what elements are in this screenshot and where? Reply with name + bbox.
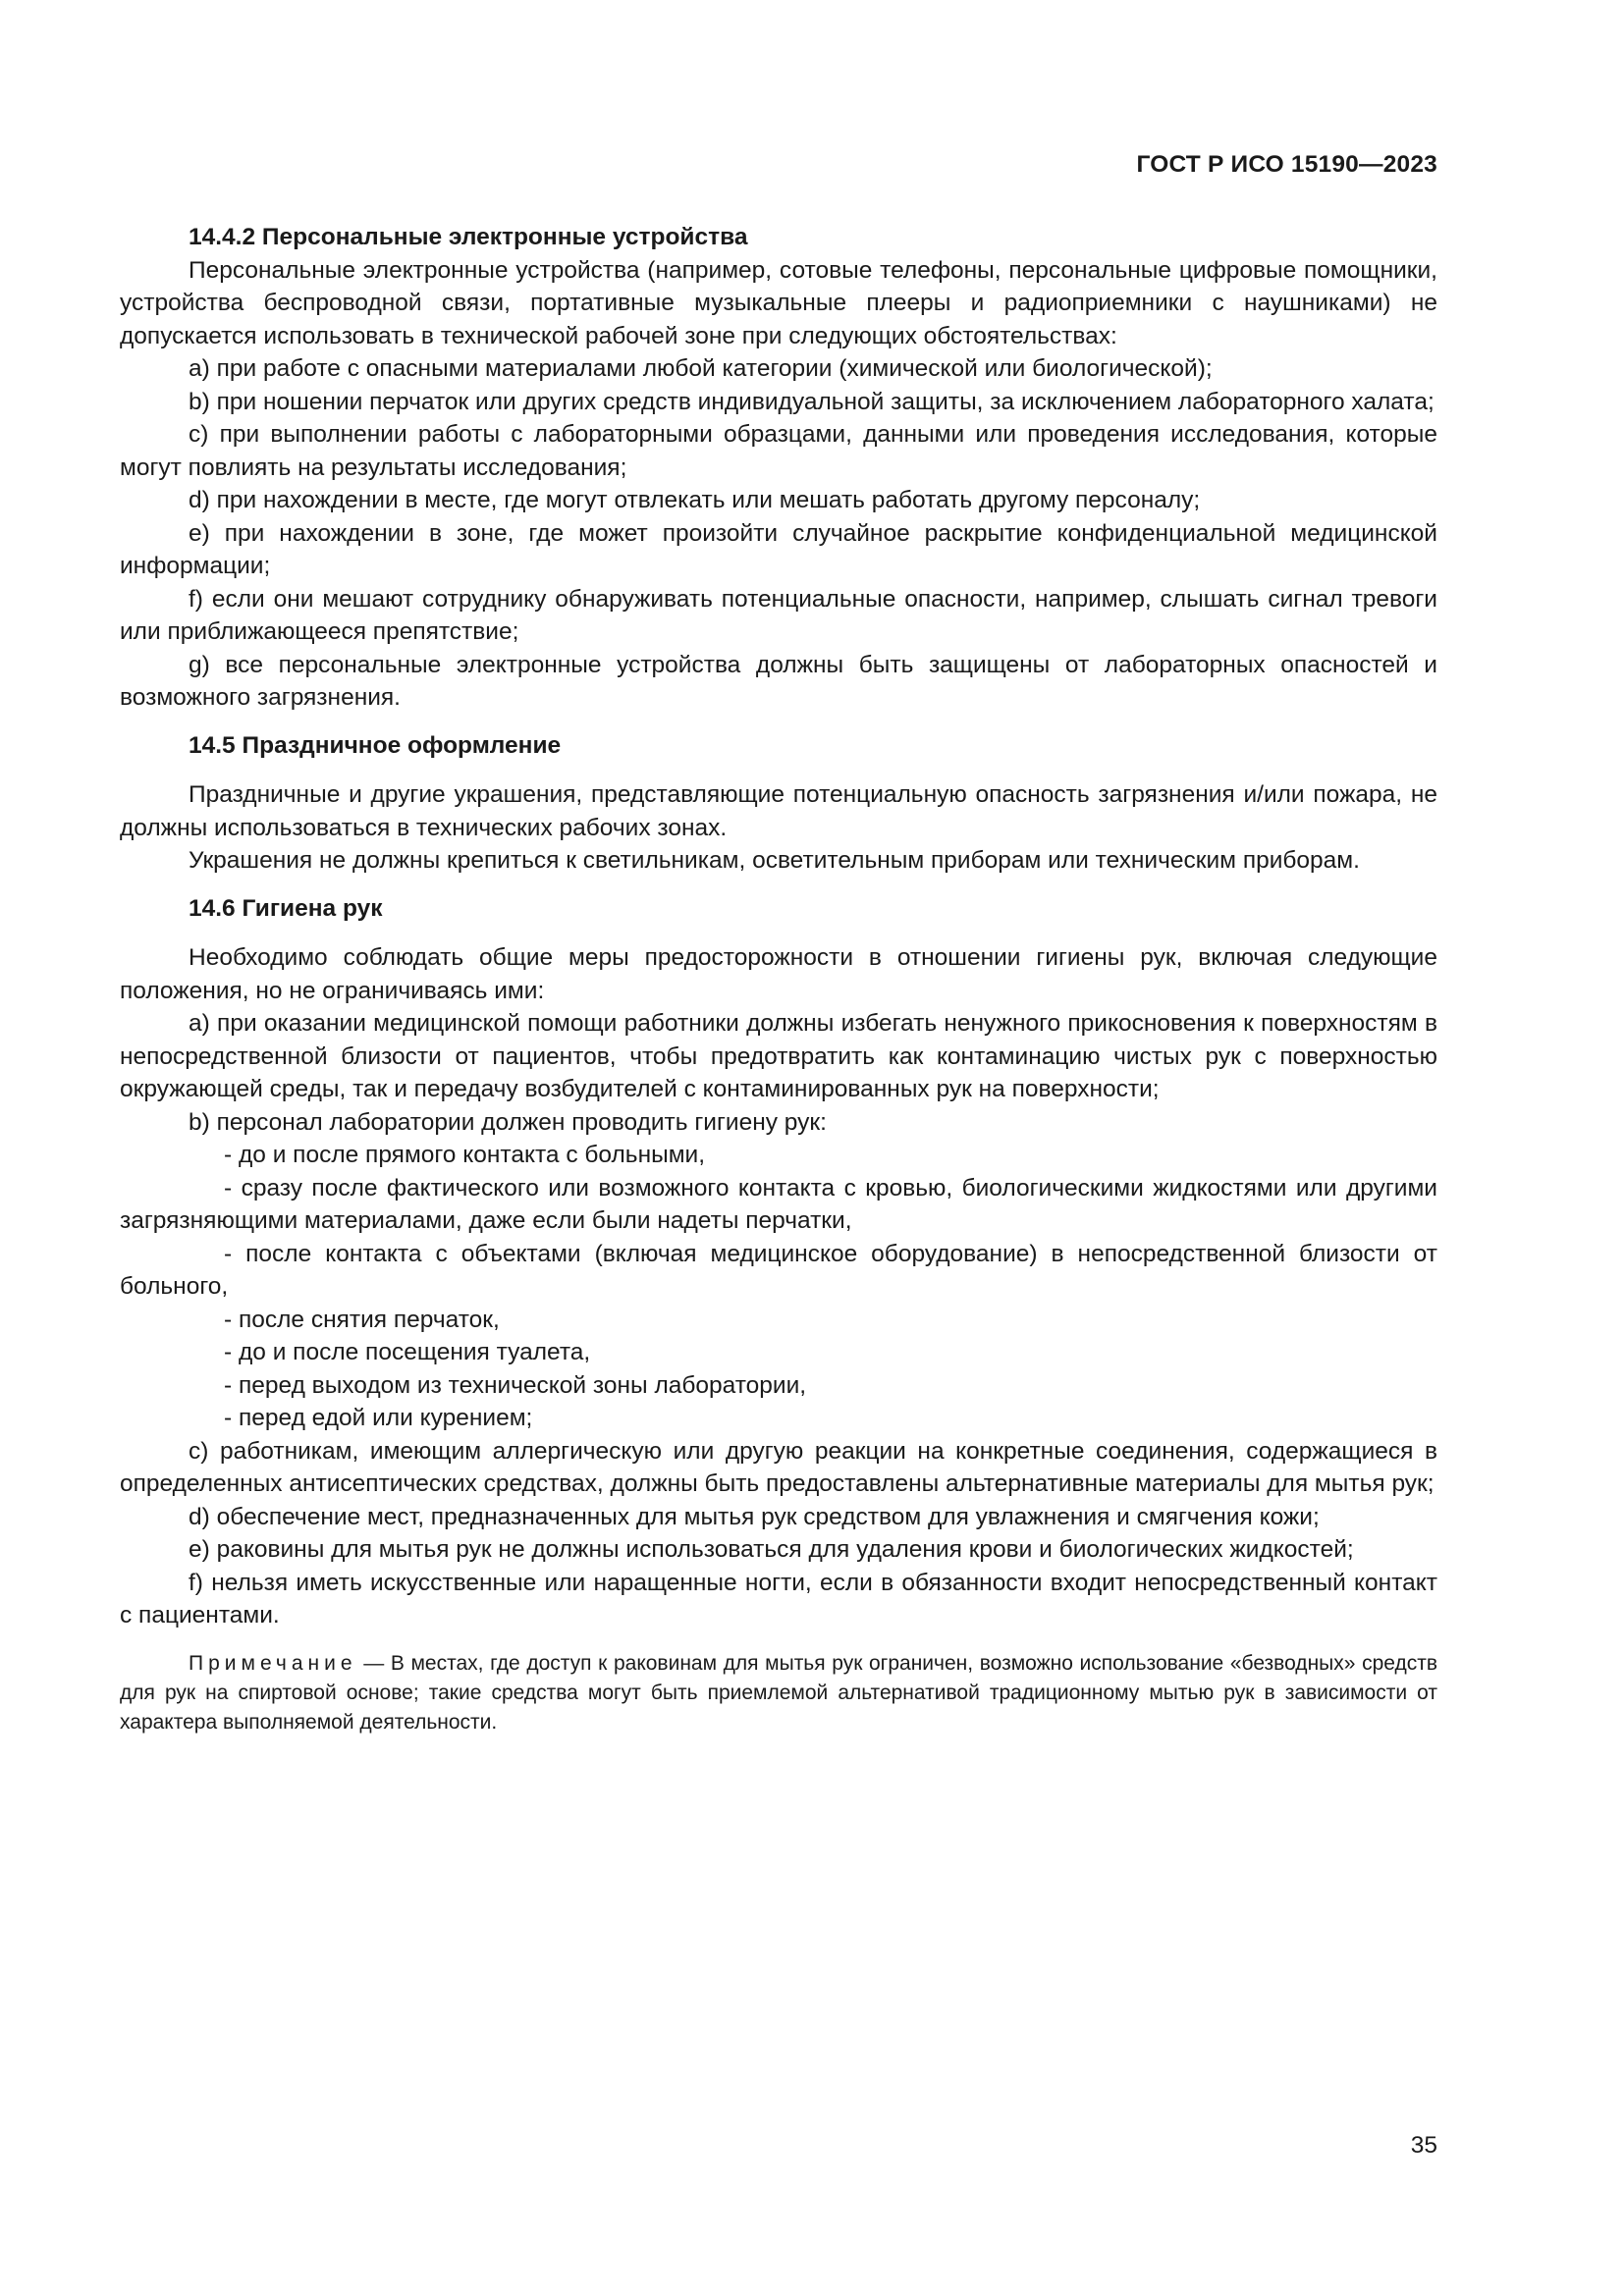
- document-body: [120, 221, 1437, 1737]
- paragraph: Украшения не должны крепиться к светильникам, осветительным приборам или техническим приборам.: [189, 847, 1360, 874]
- paragraph: Необходимо соблюдать общие меры предосторожности в отношении гигиены рук, включая следующие положения, но не ограничиваясь ими:: [120, 944, 1437, 1004]
- list-item: g) все персональные электронные устройства должны быть защищены от лабораторных опасностей и возможного загрязнения.: [120, 651, 1437, 711]
- list-item: f) если они мешают сотруднику обнаруживать потенциальные опасности, например, слышать сигнал тревоги или приближающееся препятствие;: [120, 585, 1437, 645]
- dash-item: - перед едой или курением;: [224, 1405, 533, 1431]
- list-item: b) персонал лаборатории должен проводить гигиену рук:: [189, 1108, 827, 1136]
- note-paragraph: [120, 1649, 1437, 1737]
- list-item: b) при ношении перчаток или других средств индивидуальной защиты, за исключением лабораторного халата;: [189, 388, 1435, 415]
- list-item: d) при нахождении в месте, где могут отвлекать или мешать работать другому персоналу;: [189, 487, 1201, 513]
- dash-item: - перед выходом из технической зоны лаборатории,: [224, 1371, 807, 1399]
- dash-item: - после контакта с объектами (включая медицинское оборудование) в непосредственной близости от больного,: [120, 1240, 1437, 1300]
- list-item: е) раковины для мытья рук не должны использоваться для удаления крови и биологических жидкостей;: [189, 1536, 1354, 1563]
- list-item: е) при нахождении в зоне, где может произойти случайное раскрытие конфиденциальной медицинской информации;: [120, 519, 1437, 579]
- paragraph: Персональные электронные устройства (например, сотовые телефоны, персональные цифровые помощники, устройства беспроводной связи, портативные музыкальные плееры и радиоприемники с наушниками) не допускается использовать в технической рабочей зоне при следующих обстоятельствах:: [120, 256, 1437, 349]
- list-item: а) при работе с опасными материалами любой категории (химической или биологической);: [189, 355, 1213, 382]
- dash-item: - до и после посещения туалета,: [224, 1339, 591, 1365]
- list-item: f) нельзя иметь искусственные или наращенные ногти, если в обязанности входит непосредственный контакт с пациентами.: [120, 1569, 1437, 1629]
- dash-item: - до и после прямого контакта с больными,: [224, 1142, 706, 1168]
- note-text: — В местах, где доступ к раковинам для мытья рук ограничен, возможно использование «безводных» средств для рук на спиртовой основе; такие средства могут быть приемлемой альтернативой традиционному мытью рук в зависимости от характера выполняемой деятельности.: [120, 1651, 1437, 1734]
- dash-item: - сразу после фактического или возможного контакта с кровью, биологическими жидкостями или другими загрязняющими материалами, даже если были надеты перчатки,: [120, 1174, 1437, 1234]
- dash-item: - после снятия перчаток,: [224, 1306, 500, 1333]
- section-heading-14-5: 14.5 Праздничное оформление: [189, 731, 562, 759]
- section-heading-14-6: 14.6 Гигиена рук: [189, 894, 383, 922]
- list-item: с) при выполнении работы с лабораторными образцами, данными или проведения исследования, которые могут повлиять на результаты исследования;: [120, 421, 1437, 481]
- page-number: 35: [1410, 2132, 1437, 2159]
- note-label: Примечание: [189, 1651, 357, 1675]
- list-item: d) обеспечение мест, предназначенных для мытья рук средством для увлажнения и смягчения кожи;: [189, 1503, 1320, 1530]
- list-item: с) работникам, имеющим аллергическую или другую реакции на конкретные соединения, содержащиеся в определенных антисептических средствах, должны быть предоставлены альтернативные материалы для мытья рук;: [120, 1437, 1437, 1497]
- document-code-header: ГОСТ Р ИСО 15190—2023: [1136, 151, 1437, 178]
- section-heading-14-4-2: 14.4.2 Персональные электронные устройства: [189, 224, 748, 250]
- paragraph: Праздничные и другие украшения, представляющие потенциальную опасность загрязнения и/или пожара, не должны использоваться в технических рабочих зонах.: [120, 781, 1437, 841]
- list-item: а) при оказании медицинской помощи работники должны избегать ненужного прикосновения к поверхностям в непосредственной близости от пациентов, чтобы предотвратить как контаминацию чистых рук с поверхностью окружающей среды, так и передачу возбудителей с контаминированных рук на поверхности;: [120, 1010, 1437, 1102]
